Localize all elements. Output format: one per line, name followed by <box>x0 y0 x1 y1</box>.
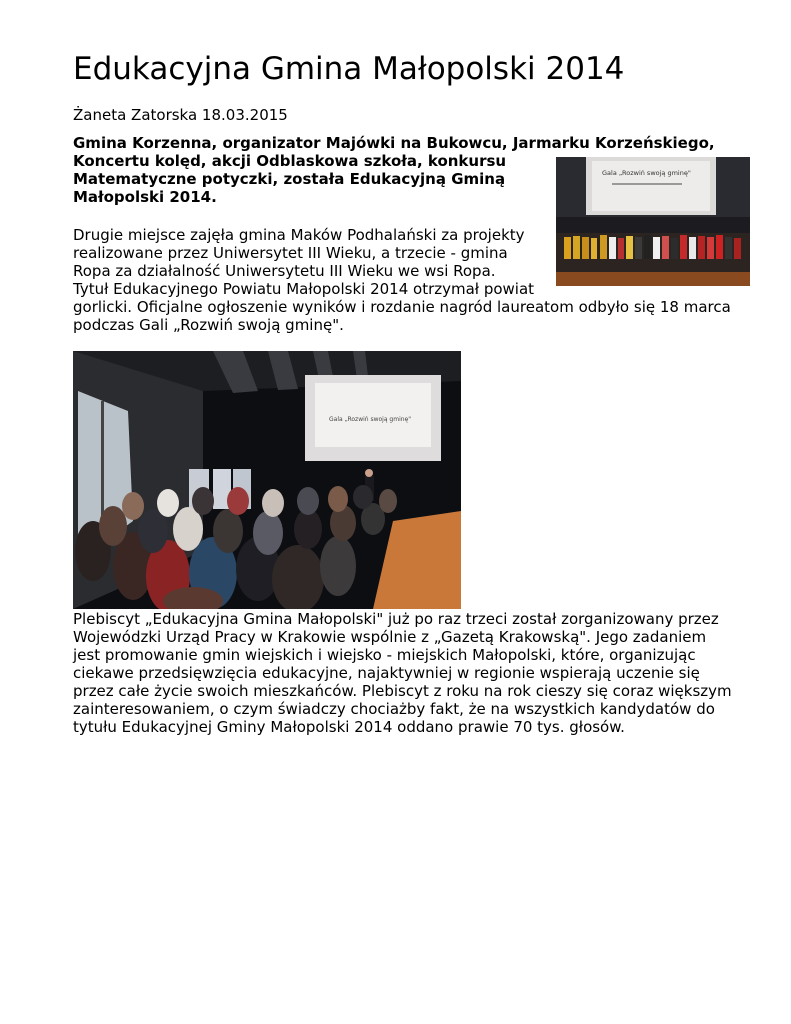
body2-line-3: jest promowanie gmin wiejskich i wiejsko - miejskich Małopolski, które, organizując <box>73 646 696 664</box>
body2-line-1: Plebiscyt „Edukacyjna Gmina Małopolski" już po raz trzeci został zorganizowany przez <box>73 610 719 628</box>
body2-line-6: zainteresowaniem, o czym świadczy chociażby fakt, że na wszystkich kandydatów do <box>73 700 715 718</box>
body2-line-4: ciekawe przedsięwzięcia edukacyjne, najaktywniej w regionie wspierają uczenie się <box>73 664 700 682</box>
article-title: Edukacyjna Gmina Małopolski 2014 <box>73 51 625 87</box>
body1-line-4: Tytuł Edukacyjnego Powiatu Małopolski 2014 otrzymał powiat <box>73 280 535 298</box>
lead-line-2: Koncertu kolęd, akcji Odblaskowa szkoła, konkursu <box>73 152 507 170</box>
body1-line-5: gorlicki. Oficjalne ogłoszenie wyników i rozdanie nagród laureatom odbyło się 18 marca <box>73 298 731 316</box>
body1-line-1: Drugie miejsce zajęła gmina Maków Podhalański za projekty <box>73 226 525 244</box>
article-byline: Żaneta Zatorska 18.03.2015 <box>73 106 288 124</box>
large-screen-caption: Gala „Rozwiń swoją gminę" <box>329 416 412 423</box>
lead-line-1: Gmina Korzenna, organizator Majówki na Bukowcu, Jarmarku Korzeńskiego, <box>73 134 715 152</box>
gala-audience-photo <box>73 351 461 609</box>
body2-line-5: przez całe życie swoich mieszkańców. Plebiscyt z roku na rok cieszy się coraz większym <box>73 682 732 700</box>
lead-line-4: Małopolski 2014. <box>73 188 217 206</box>
gala-stage-photo <box>556 157 750 286</box>
body2-line-2: Wojewódzki Urząd Pracy w Krakowie wspólnie z „Gazetą Krakowską". Jego zadaniem <box>73 628 707 646</box>
body1-line-2: realizowane przez Uniwersytet III Wieku, a trzecie - gmina <box>73 244 508 262</box>
small-screen-caption: Gala „Rozwiń swoją gminę" <box>602 169 691 177</box>
body1-line-6: podczas Gali „Rozwiń swoją gminę". <box>73 316 344 334</box>
body2-line-7: tytułu Edukacyjnej Gminy Małopolski 2014 oddano prawie 70 tys. głosów. <box>73 718 625 736</box>
body1-line-3: Ropa za działalność Uniwersytetu III Wieku we wsi Ropa. <box>73 262 496 280</box>
lead-line-3: Matematyczne potyczki, została Edukacyjną Gminą <box>73 170 506 188</box>
